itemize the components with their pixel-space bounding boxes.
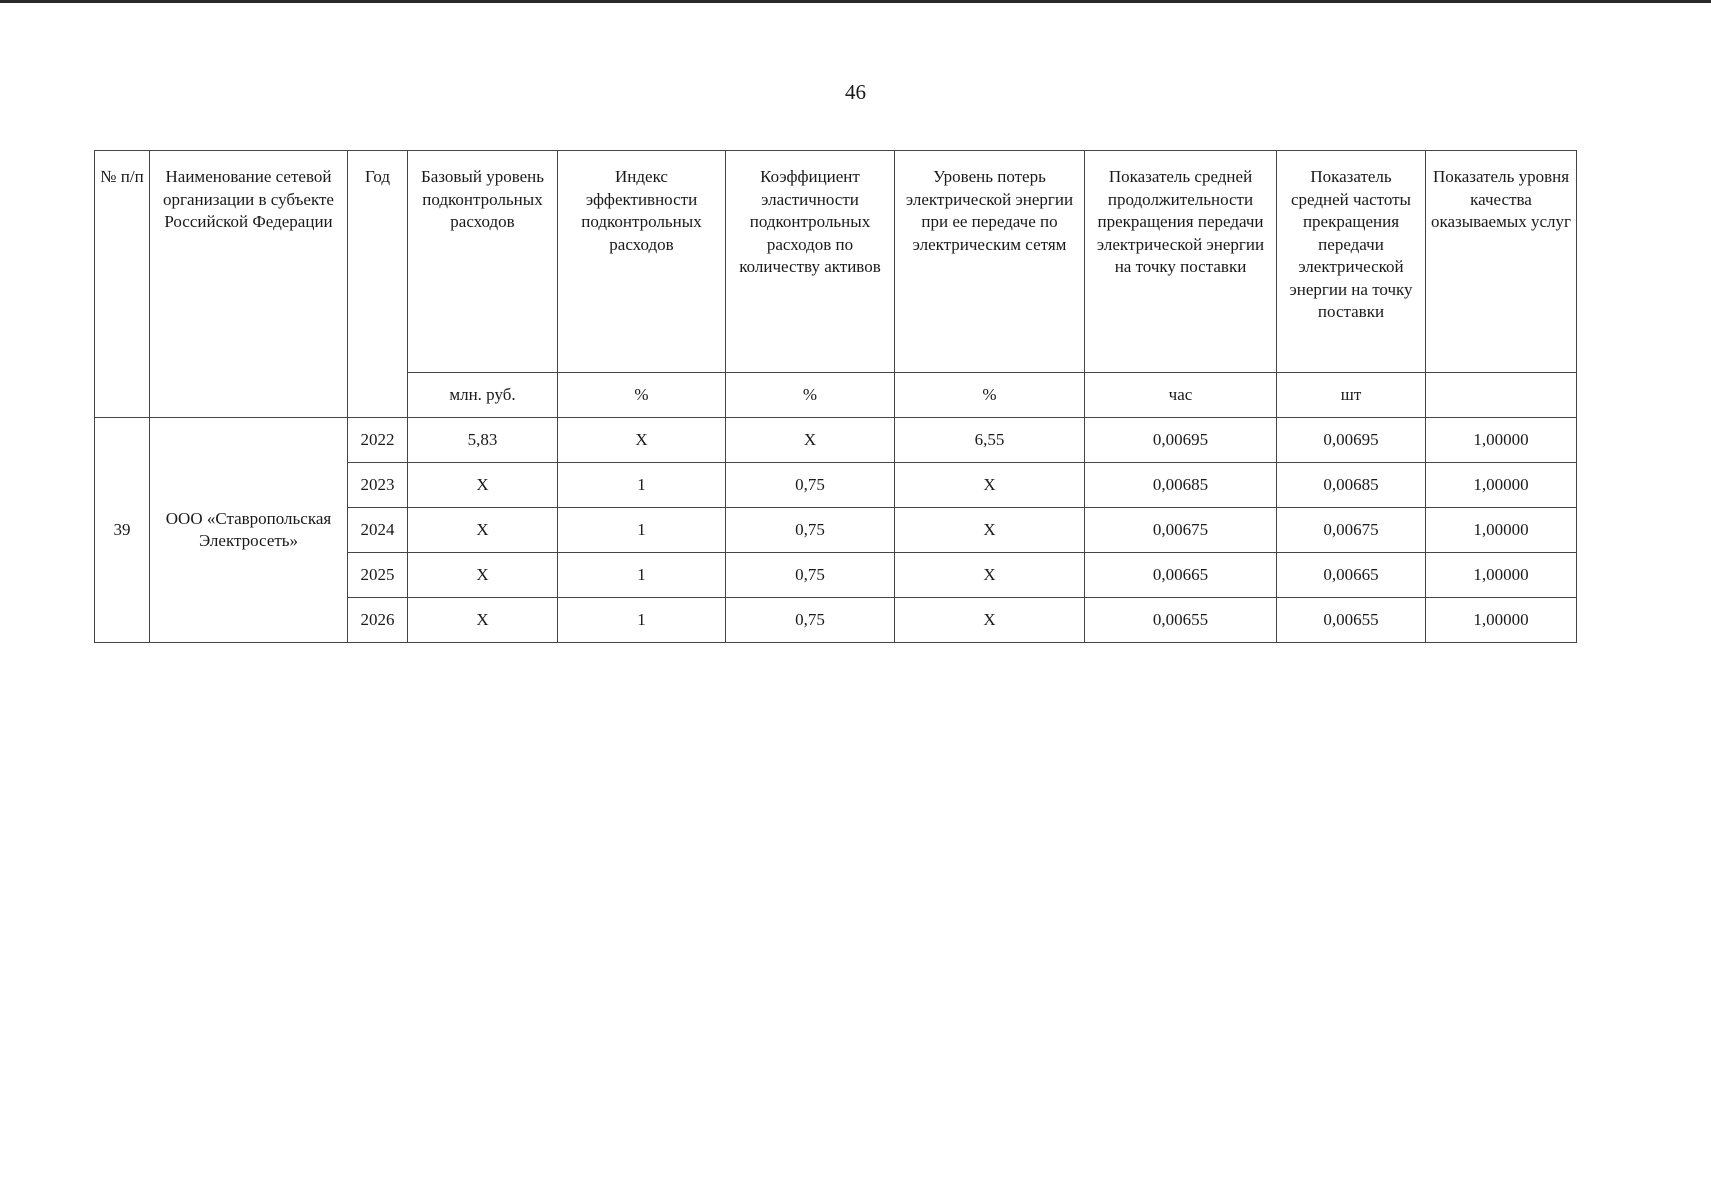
table-cell: X [408,598,558,643]
table-cell: 0,00665 [1085,553,1277,598]
table-header-row [95,151,1577,373]
header-energy-losses: Уровень потерь электрической энергии при ее передаче по электрическим сетям [895,151,1085,373]
table-cell: X [895,508,1085,553]
header-base-opex: Базовый уровень подконтрольных расходов [408,151,558,373]
table-cell: 1,00000 [1426,598,1577,643]
table-cell: 0,00675 [1085,508,1277,553]
table-cell: X [408,508,558,553]
unit-efficiency-index: % [558,373,726,418]
table-cell: 0,00675 [1277,508,1426,553]
row-year: 2022 [348,418,408,463]
header-service-quality: Показатель уровня качества оказываемых услуг [1426,151,1577,373]
header-elasticity-coefficient: Коэффициент эластичности подконтрольных расходов по количеству активов [726,151,895,373]
unit-base-opex: млн. руб. [408,373,558,418]
table-cell: X [558,418,726,463]
header-saidi: Показатель средней продолжительности прекращения передачи электрической энергии на точку поставки [1085,151,1277,373]
table-cell: X [408,553,558,598]
table-cell: 0,00665 [1277,553,1426,598]
header-number: № п/п [95,151,150,418]
top-border-line [0,0,1711,3]
page-number: 46 [845,80,866,104]
header-organization: Наименование сетевой организации в субъекте Российской Федерации [150,151,348,418]
table-cell: 0,00685 [1277,463,1426,508]
table-cell: 1,00000 [1426,508,1577,553]
table-cell: 1 [558,463,726,508]
entry-number: 39 [95,418,150,643]
unit-energy-losses: % [895,373,1085,418]
entry-organization: ООО «Ставропольская Электросеть» [150,418,348,643]
table-cell: X [895,598,1085,643]
row-year: 2025 [348,553,408,598]
table-cell: 0,75 [726,508,895,553]
row-year: 2024 [348,508,408,553]
table-cell: 1 [558,598,726,643]
table-cell: X [895,463,1085,508]
table-cell: 0,00695 [1085,418,1277,463]
unit-saidi: час [1085,373,1277,418]
table-row [95,418,1577,463]
table-cell: X [726,418,895,463]
row-year: 2026 [348,598,408,643]
unit-service-quality [1426,373,1577,418]
table-cell: 0,00655 [1277,598,1426,643]
unit-saifi: шт [1277,373,1426,418]
table-cell: 6,55 [895,418,1085,463]
indicators-table [94,150,1577,643]
table-cell: 0,00655 [1085,598,1277,643]
table-cell: 1 [558,508,726,553]
table-cell: 0,00695 [1277,418,1426,463]
header-saifi: Показатель средней частоты прекращения передачи электрической энергии на точку поставки [1277,151,1426,373]
table-cell: 0,75 [726,598,895,643]
table-cell: 0,75 [726,463,895,508]
row-year: 2023 [348,463,408,508]
table-cell: X [895,553,1085,598]
header-year: Год [348,151,408,418]
table-cell: 5,83 [408,418,558,463]
table-cell: X [408,463,558,508]
table-cell: 0,00685 [1085,463,1277,508]
table-cell: 0,75 [726,553,895,598]
unit-elasticity-coefficient: % [726,373,895,418]
header-efficiency-index: Индекс эффективности подконтрольных расходов [558,151,726,373]
table-cell: 1,00000 [1426,418,1577,463]
table-cell: 1 [558,553,726,598]
table-cell: 1,00000 [1426,553,1577,598]
table-cell: 1,00000 [1426,463,1577,508]
